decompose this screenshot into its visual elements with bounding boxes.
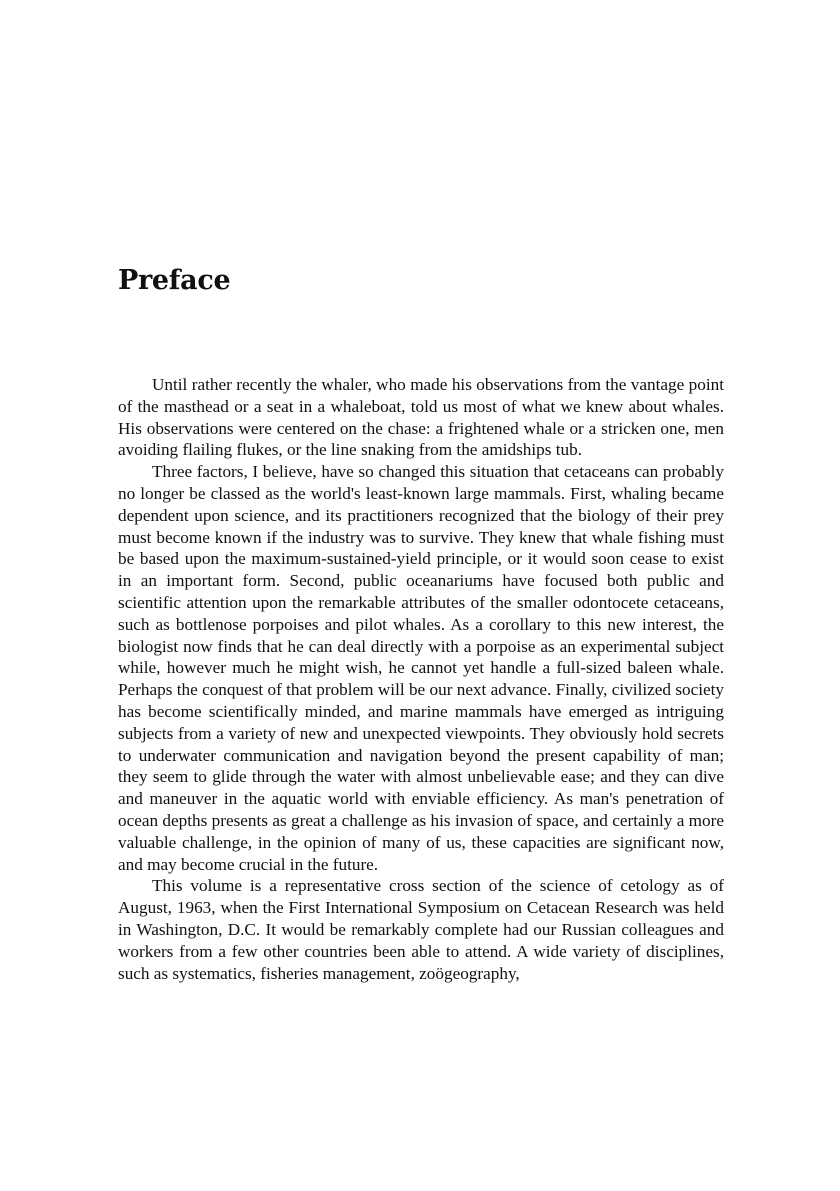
paragraph-1: Until rather recently the whaler, who made his observations from the vantage point of the masthead or a seat in a whaleboat, told us most of what we knew about whales. His observations were centered on the chase: a frightened whale or a stricken one, men avoiding flailing flukes, or the line snaking from the amidships tub. [118,375,724,460]
page-title: Preface [118,265,231,296]
paragraph-2: Three factors, I believe, have so changed this situation that cetaceans can probably no longer be classed as the world's least-known large mammals. First, whaling became dependent upon science, and its practitioners recognized that the biology of their prey must become known if the industry was to survive. They knew that whale fishing must be based upon the maximum-sustained-yield principle, or it would soon cease to exist in an important form. Second, public oceanariums have focused both public and scientific attention upon the remarkable attributes of the smaller odontocete cetaceans, such as bottlenose porpoises and pilot whales. As a corollary to this new interest, the biologist now finds that he can deal directly with a porpoise as an experimental subject while, however much he might wish, he cannot yet handle a full-sized baleen whale. Perhaps the conquest of that problem will be our next advance. Finally, civilized society has become scientifically minded, and marine mammals have emerged as intriguing subjects from a variety of new and unexpected viewpoints. They obviously hold secrets to underwater communication and navigation beyond the present capability of man; they seem to glide through the water with almost unbelievable ease; and they can dive and maneuver in the aquatic world with enviable efficiency. As man's penetration of ocean depths presents as great a challenge as his invasion of space, and certainly a more valuable challenge, in the opinion of many of us, these capacities are significant now, and may become crucial in the future. [118,462,724,874]
paragraph-3: This volume is a representative cross section of the science of cetology as of August, 1963, when the First International Symposium on Cetacean Research was held in Washington, D.C. It would be remarkably complete had our Russian colleagues and workers from a few other countries been able to attend. A wide variety of disciplines, such as systematics, fisheries management, zoögeography, [118,876,724,983]
preface-body [118,374,724,984]
